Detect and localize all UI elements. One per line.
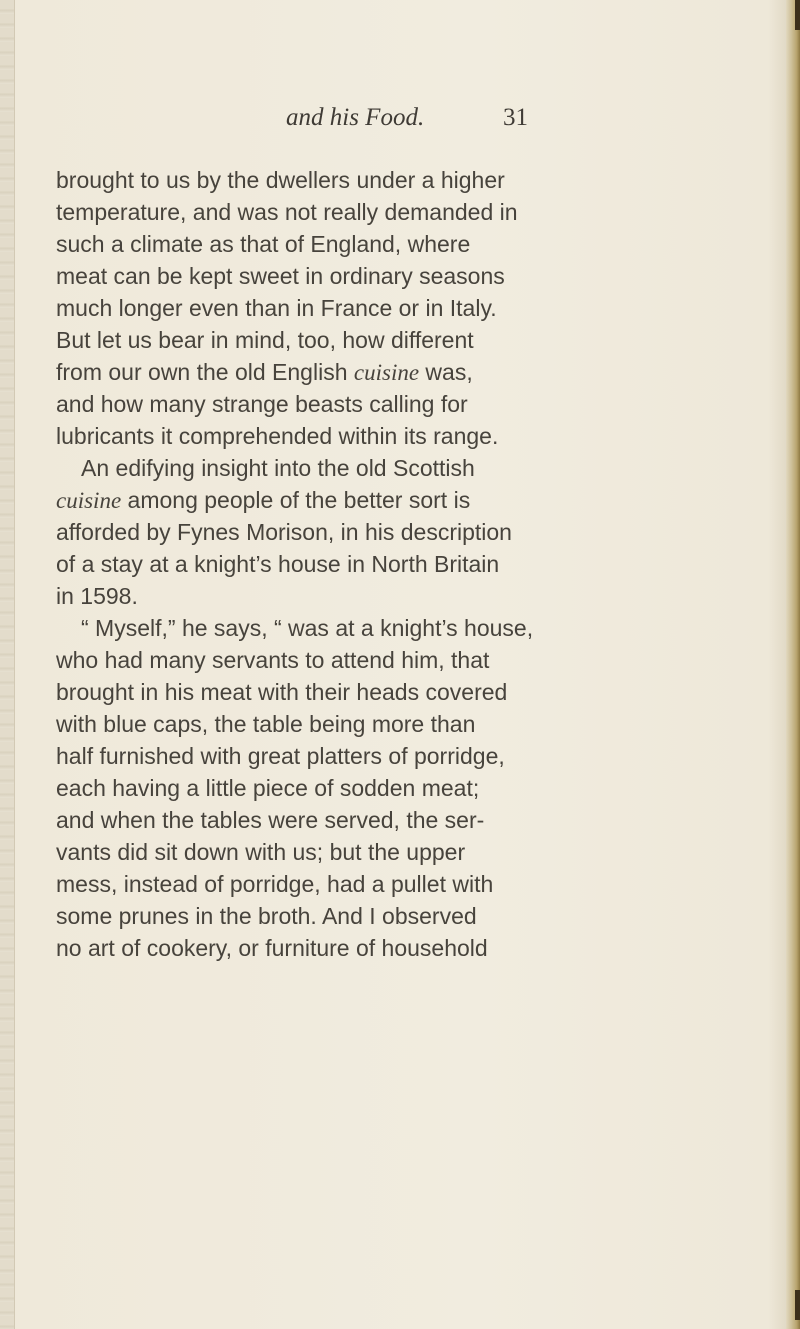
page-number: 31 xyxy=(503,104,528,131)
text-segment: was, xyxy=(419,359,473,385)
text-segment: from our own the old English xyxy=(56,359,354,385)
page-header xyxy=(0,104,800,144)
italic-word: cuisine xyxy=(353,360,420,385)
text-line: who had many servants to attend him, that xyxy=(56,647,490,673)
text-line: much longer even than in France or in Italy. xyxy=(56,295,497,321)
text-line: An edifying insight into the old Scottish xyxy=(81,455,475,481)
text-line: mess, instead of porridge, had a pullet with xyxy=(56,871,494,897)
text-line: lubricants it comprehended within its range. xyxy=(56,423,499,449)
text-segment: among people of the better sort is xyxy=(121,487,471,513)
text-line: half furnished with great platters of porridge, xyxy=(56,743,505,769)
text-line: “ Myself,” he says, “ was at a knight’s house, xyxy=(81,615,534,641)
text-line: in 1598. xyxy=(56,583,138,609)
text-line xyxy=(56,356,756,388)
text-line: brought in his meat with their heads covered xyxy=(56,679,508,705)
body-text xyxy=(56,164,756,964)
page-edge xyxy=(786,0,800,1329)
binding-edge xyxy=(0,0,15,1329)
italic-word: cuisine xyxy=(56,488,122,513)
page-edge-mark xyxy=(795,0,800,30)
text-line: no art of cookery, or furniture of household xyxy=(56,935,488,961)
text-line: each having a little piece of sodden meat; xyxy=(56,775,480,801)
text-line: and how many strange beasts calling for xyxy=(56,391,468,417)
text-line: temperature, and was not really demanded in xyxy=(56,199,518,225)
text-line: such a climate as that of England, where xyxy=(56,231,471,257)
text-line: meat can be kept sweet in ordinary seasons xyxy=(56,263,505,289)
text-line: vants did sit down with us; but the upper xyxy=(56,839,466,865)
page-edge-mark xyxy=(795,1290,800,1320)
text-line: and when the tables were served, the ser- xyxy=(56,807,485,833)
running-head: and his Food. xyxy=(286,104,425,131)
text-line xyxy=(56,484,756,516)
text-line: of a stay at a knight’s house in North Britain xyxy=(56,551,500,577)
text-line: brought to us by the dwellers under a higher xyxy=(56,167,505,193)
text-line: afforded by Fynes Morison, in his description xyxy=(56,519,512,545)
text-line: some prunes in the broth. And I observed xyxy=(56,903,477,929)
text-line: But let us bear in mind, too, how different xyxy=(56,327,474,353)
text-line: with blue caps, the table being more than xyxy=(56,711,476,737)
